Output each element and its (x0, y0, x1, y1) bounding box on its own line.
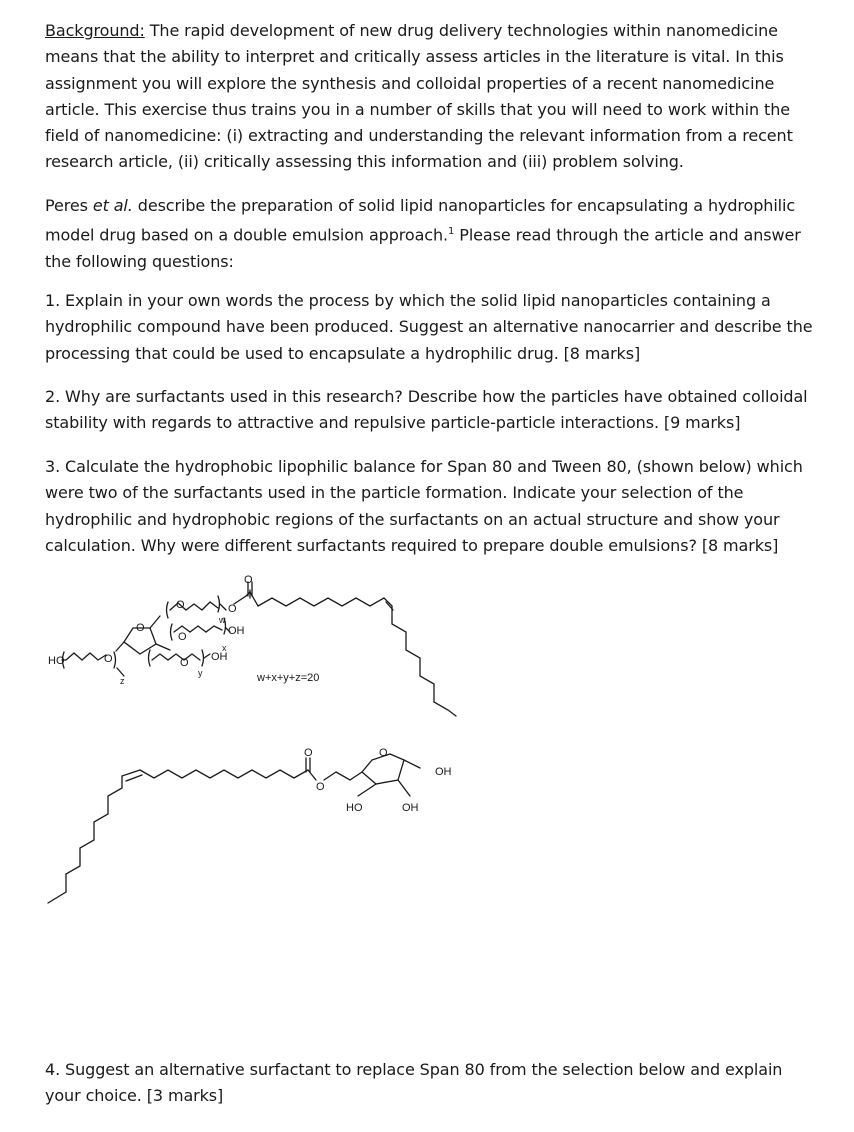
tween80-subscript-w: w (219, 615, 226, 625)
tween80-ho-label: HO (48, 655, 65, 667)
tween80-structure (62, 582, 456, 716)
intro-text-1: Peres (45, 196, 93, 215)
intro-text-2: describe the preparation of solid lipid nanoparticles for encapsulating a hydrophilic model drug based on a double emulsion approach. (45, 196, 796, 245)
tween80-oh-label-2: OH (211, 651, 228, 663)
tween80-subscript-z: z (120, 676, 125, 686)
span80-oh-bottom: OH (402, 802, 419, 814)
tween80-ether-o-a: O (176, 599, 185, 611)
tween80-ether-o-b: O (228, 603, 237, 615)
tween80-labels (48, 574, 319, 686)
question-3: 3. Calculate the hydrophobic lipophilic balance for Span 80 and Tween 80, (shown below) which were two of the surfactants used in the particle formation. Indicate your selection of the hydrophilic and hydrophobic regions of the surfactants on an actual structure and show your calculation. Why were different surfactants required to prepare double emulsions? [8 marks] (45, 457, 803, 555)
tween80-ether-o-c: O (178, 631, 187, 643)
span80-structure (48, 754, 420, 903)
background-label: Background: (45, 21, 145, 40)
tween80-constraint: w+x+y+z=20 (257, 672, 320, 684)
span80-ester-o: O (316, 781, 325, 793)
question-2: 2. Why are surfactants used in this research? Describe how the particles have obtained colloidal stability with regards to attractive and repulsive particle-particle interactions. [9 marks] (45, 387, 808, 433)
tween80-ether-o-d: O (180, 657, 189, 669)
background-text: The rapid development of new drug delivery technologies within nanomedicine means that the ability to interpret and critically assess articles in the literature is vital. In this assignment you will explore the synthesis and colloidal properties of a recent nanomedicine article. This exercise thus trains you in a number of skills that you will need to work within the field of nanomedicine: (i) extracting and understanding the relevant information from a recent research article, (ii) critically assessing this information and (iii) problem solving. (45, 21, 793, 172)
tween80-ether-o-e: O (104, 653, 113, 665)
tween80-oh-label-1: OH (228, 625, 245, 637)
intro-text-3: Please read through the article and answer the following questions: (45, 225, 801, 271)
intro-italic: et al. (92, 196, 133, 215)
span80-ring-o: O (379, 747, 388, 759)
question-4: 4. Suggest an alternative surfactant to replace Span 80 from the selection below and explain your choice. [3 marks] (45, 1060, 783, 1106)
span80-oh-right: OH (435, 766, 452, 778)
span80-ho-bottom: HO (346, 802, 363, 814)
tween80-subscript-y: y (198, 668, 203, 678)
question-1: 1. Explain in your own words the process by which the solid lipid nanoparticles containing a hydrophilic compound have been produced. Suggest an alternative nanocarrier and describe the processing that could be used to encapsulate a hydrophilic drug. [8 marks] (45, 291, 813, 363)
span80-carbonyl-o: O (304, 747, 313, 759)
tween80-ring-oxygen: O (136, 622, 145, 634)
tween80-subscript-x: x (222, 643, 227, 653)
reference-superscript: 1 (448, 226, 455, 238)
tween80-carbonyl-o: O (244, 574, 253, 586)
span80-labels (304, 747, 452, 814)
